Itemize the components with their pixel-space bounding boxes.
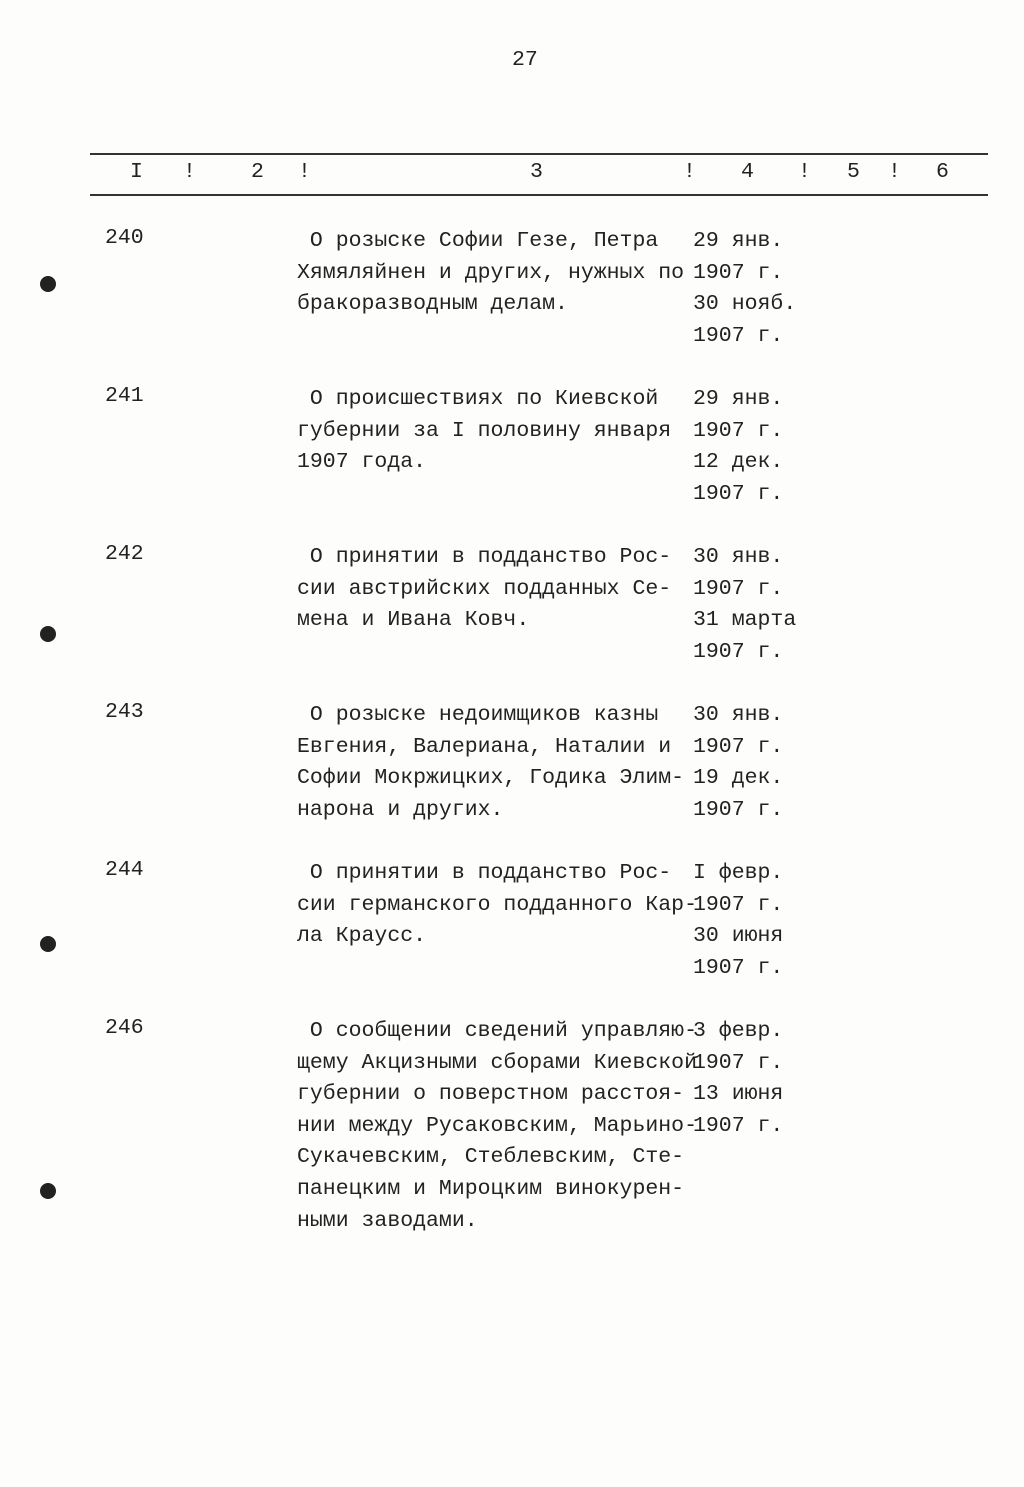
sep: !: [683, 160, 696, 184]
sep: !: [798, 160, 811, 184]
entry-dates: 30 янв. 1907 г. 19 дек. 1907 г.: [693, 703, 784, 822]
entry-number: 244: [105, 858, 144, 882]
entry-number: 241: [105, 384, 144, 408]
punch-hole-icon: [40, 276, 56, 292]
entry-description: О сообщении сведений управляю- щему Акцизными сборами Киевской губернии о поверстном расстоя- нии между Русаковским, Марьино- Сукачевским, Стеблевским, Сте- панецким и Мироцким винокурен- ными заводами.: [297, 1019, 697, 1233]
col-4: 4: [741, 160, 754, 184]
entry-description: О принятии в подданство Рос- сии австрийских подданных Се- мена и Ивана Ковч.: [297, 545, 672, 633]
punch-hole-icon: [40, 626, 56, 642]
entry-dates: 3 февр. 1907 г. 13 июня 1907 г.: [693, 1019, 784, 1138]
entry-description: О происшествиях по Киевской губернии за I половину января 1907 года.: [297, 387, 672, 475]
entry-dates: 29 янв. 1907 г. 12 дек. 1907 г.: [693, 387, 784, 506]
entry-description: О принятии в подданство Рос- сии германского подданного Кар- ла Краусс.: [297, 861, 697, 949]
sep: !: [298, 160, 311, 184]
entry-number: 240: [105, 226, 144, 250]
punch-hole-icon: [40, 936, 56, 952]
header-bottom-rule: [90, 194, 988, 196]
col-6: 6: [936, 160, 949, 184]
sep: !: [183, 160, 196, 184]
entry-description: О розыске недоимщиков казны Евгения, Валериана, Наталии и Софии Мокржицких, Годика Элим- нарона и других.: [297, 703, 685, 822]
entry-dates: 30 янв. 1907 г. 31 марта 1907 г.: [693, 545, 797, 664]
col-2: 2: [251, 160, 264, 184]
sep: !: [888, 160, 901, 184]
punch-hole-icon: [40, 1183, 56, 1199]
entry-dates: 29 янв. 1907 г. 30 нояб. 1907 г.: [693, 229, 797, 348]
header-top-rule: [90, 153, 988, 155]
col-3: 3: [530, 160, 543, 184]
entry-dates: I февр. 1907 г. 30 июня 1907 г.: [693, 861, 784, 980]
column-header: [0, 160, 1024, 190]
page-number: 27: [512, 48, 538, 72]
col-5: 5: [847, 160, 860, 184]
col-1: I: [130, 160, 143, 184]
entry-number: 246: [105, 1016, 144, 1040]
entry-number: 243: [105, 700, 144, 724]
entry-description: О розыске Софии Гезе, Петра Хямяляйнен и других, нужных по бракоразводным делам.: [297, 229, 685, 317]
entry-number: 242: [105, 542, 144, 566]
